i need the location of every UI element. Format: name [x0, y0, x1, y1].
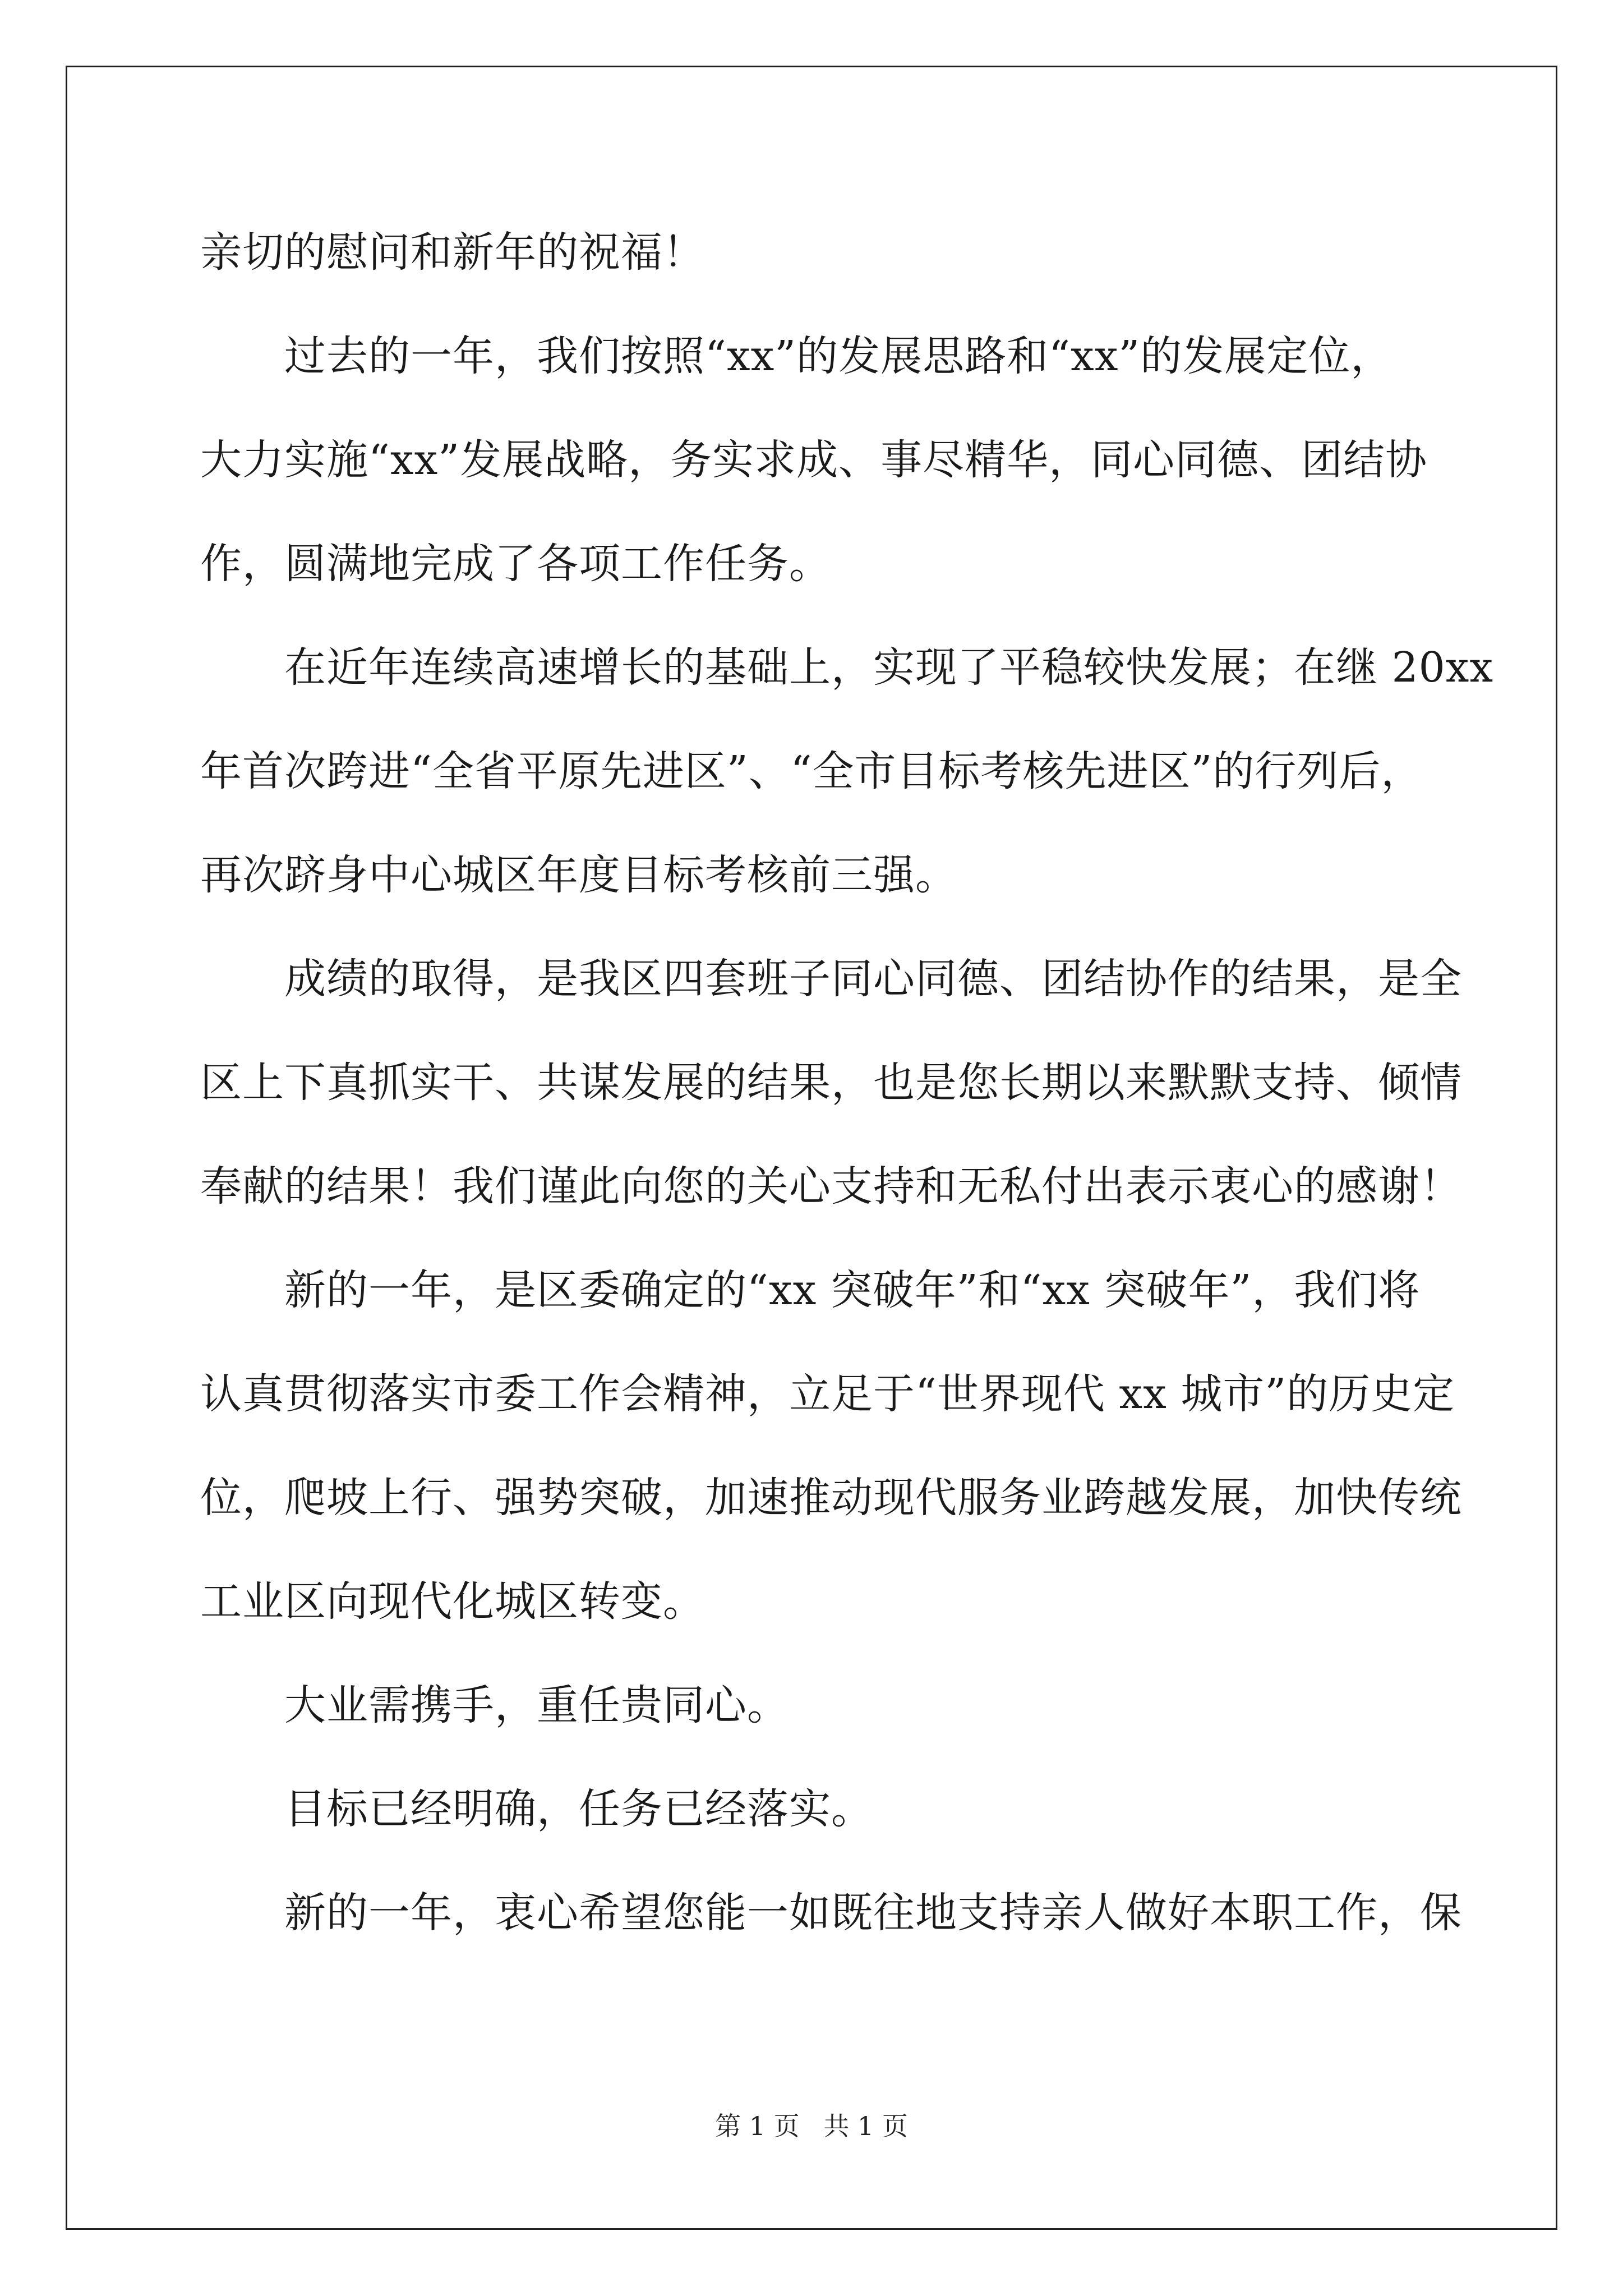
- text-line: 工业区向现代化城区转变。: [200, 1577, 705, 1626]
- page-footer: [0, 2109, 1623, 2143]
- text-line: 年首次跨进“全省平原先进区”、“全市目标考核先进区”的行列后，: [200, 747, 1423, 795]
- paragraph-start-line: 成绩的取得，是我区四套班子同心同德、团结协作的结果，是全: [284, 955, 1462, 1003]
- text-line: 亲切的慰问和新年的祝福！: [200, 228, 705, 277]
- paragraph-start-line: 在近年连续高速增长的基础上，实现了平稳较快发展；在继 20xx: [284, 643, 1494, 692]
- paragraph-start-line: 大业需携手，重任贵同心。: [284, 1681, 789, 1729]
- paragraph-start-line: 目标已经明确，任务已经落实。: [284, 1785, 873, 1833]
- page-number: 第 1 页: [715, 2111, 800, 2141]
- text-line: 位，爬坡上行、强势突破，加速推动现代服务业跨越发展，加快传统: [200, 1474, 1462, 1522]
- text-line: 作，圆满地完成了各项工作任务。: [200, 540, 831, 588]
- text-line: 认真贯彻落实市委工作会精神，立足于“世界现代 xx 城市”的历史定: [200, 1370, 1455, 1418]
- paragraph-start-line: 过去的一年，我们按照“xx”的发展思路和“xx”的发展定位，: [284, 332, 1393, 380]
- text-line: 大力实施“xx”发展战略，务实求成、事尽精华，同心同德、团结协: [200, 436, 1428, 484]
- text-line: 奉献的结果！我们谨此向您的关心支持和无私付出表示衷心的感谢！: [200, 1162, 1462, 1211]
- text-line: 区上下真抓实干、共谋发展的结果，也是您长期以来默默支持、倾情: [200, 1059, 1462, 1107]
- text-line: 再次跻身中心城区年度目标考核前三强。: [200, 851, 957, 899]
- paragraph-start-line: 新的一年，衷心希望您能一如既往地支持亲人做好本职工作，保: [284, 1889, 1462, 1937]
- page-total: 共 1 页: [823, 2111, 908, 2141]
- paragraph-start-line: 新的一年，是区委确定的“xx 突破年”和“xx 突破年”，我们将: [284, 1266, 1421, 1314]
